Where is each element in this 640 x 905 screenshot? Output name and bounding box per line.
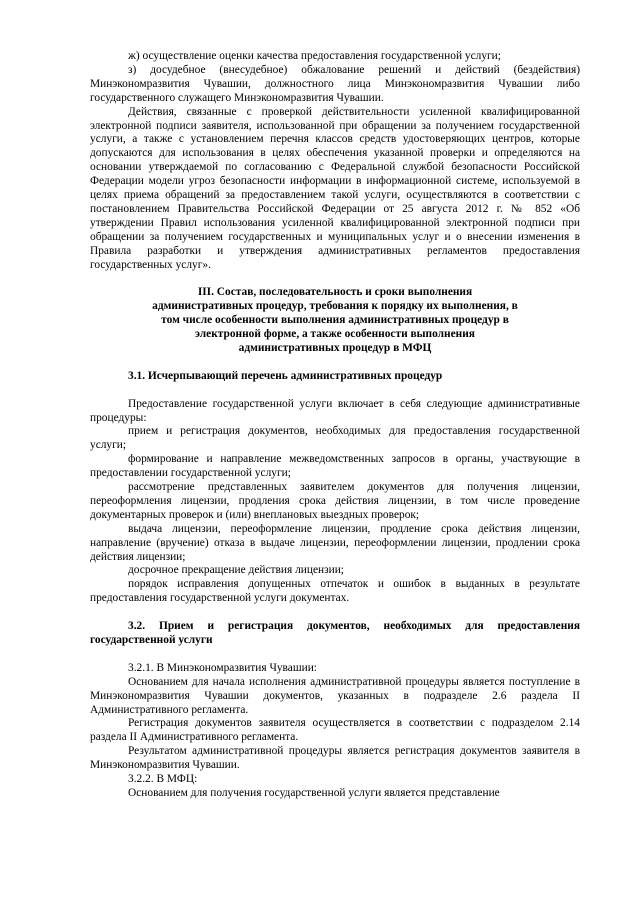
paragraph: Основанием для начала исполнения административной процедуры является поступление в Минэкономразвития Чувашии документов, указанных в подразделе 2.6 раздела II Административного регламента.: [90, 675, 580, 716]
document-page: [90, 50, 580, 801]
paragraph: Действия, связанные с проверкой действительности усиленной квалифицированной электронной подписи заявителя, использованной при обращении за получением государственной услуги, а также с установлением перечня классов средств удостоверяющих центров, которые допускаются для использования в целях обеспечения указанной проверки и определяются на основании утверждаемой по согласованию с Федеральной службой безопасности Российской Федерации модели угроз безопасности информации в информационной системе, используемой в целях приема обращений за предоставлением такой услуги, осуществляются в соответствии с постановлением Правительства Российской Федерации от 25 августа 2012 г. № 852 «Об утверждении Правил использования усиленной квалифицированной электронной подписи при обращении за получением государственных и муниципальных услуг и о внесении изменения в Правила разработки и утверждения административных регламентов предоставления государственных услуг».: [90, 105, 580, 271]
subsection-heading: 3.2. Прием и регистрация документов, необходимых для предоставления государственной услуги: [90, 620, 580, 646]
paragraph: з) досудебное (внесудебное) обжалование решений и действий (бездействия) Минэкономразвития Чувашии, должностного лица Минэкономразвития Чувашии либо государственного служащего Минэкономразвития Чувашии.: [90, 63, 580, 104]
paragraph: Основанием для получения государственной услуги является представление: [128, 786, 500, 799]
list-item: рассмотрение представленных заявителем документов для получения лицензии, переоформления лицензии, продления срока действия лицензии, в том числе проведение документарных проверок и (или) внеплановых выездных проверок;: [90, 481, 580, 521]
list-item: прием и регистрация документов, необходимых для предоставления государственной услуги;: [90, 425, 580, 452]
paragraph: 3.2.2. В МФЦ:: [128, 773, 198, 786]
list-item: досрочное прекращение действия лицензии;: [128, 564, 344, 577]
paragraph: 3.2.1. В Минэкономразвития Чувашии:: [128, 661, 317, 674]
paragraph: ж) осуществление оценки качества предоставления государственной услуги;: [128, 50, 501, 62]
section-heading: III. Состав, последовательность и сроки выполнения административных процедур, требования к порядку их выполнения, в том числе особенности выполнения административных процедур в электронной форме, а также особенности выполнения административных процедур в МФЦ: [152, 286, 518, 355]
paragraph: Регистрация документов заявителя осуществляется в соответствии с подразделом 2.14 раздела II Административного регламента.: [90, 717, 580, 744]
paragraph: Результатом административной процедуры является регистрация документов заявителя в Минэкономразвития Чувашии.: [90, 745, 580, 772]
list-item: выдача лицензии, переоформление лицензии, продление срока действия лицензии, направление (вручение) отказа в выдаче лицензии, переоформлении лицензии, продлении срока действия лицензии;: [90, 522, 580, 563]
list-item: порядок исправления допущенных отпечаток и ошибок в выданных в результате предоставления государственной услуги документах.: [90, 578, 580, 605]
subsection-heading: 3.1. Исчерпывающий перечень административных процедур: [128, 369, 443, 382]
paragraph: Предоставление государственной услуги включает в себя следующие административные процедуры:: [90, 397, 580, 424]
list-item: формирование и направление межведомственных запросов в органы, участвующие в предоставлении государственной услуги;: [90, 453, 580, 480]
